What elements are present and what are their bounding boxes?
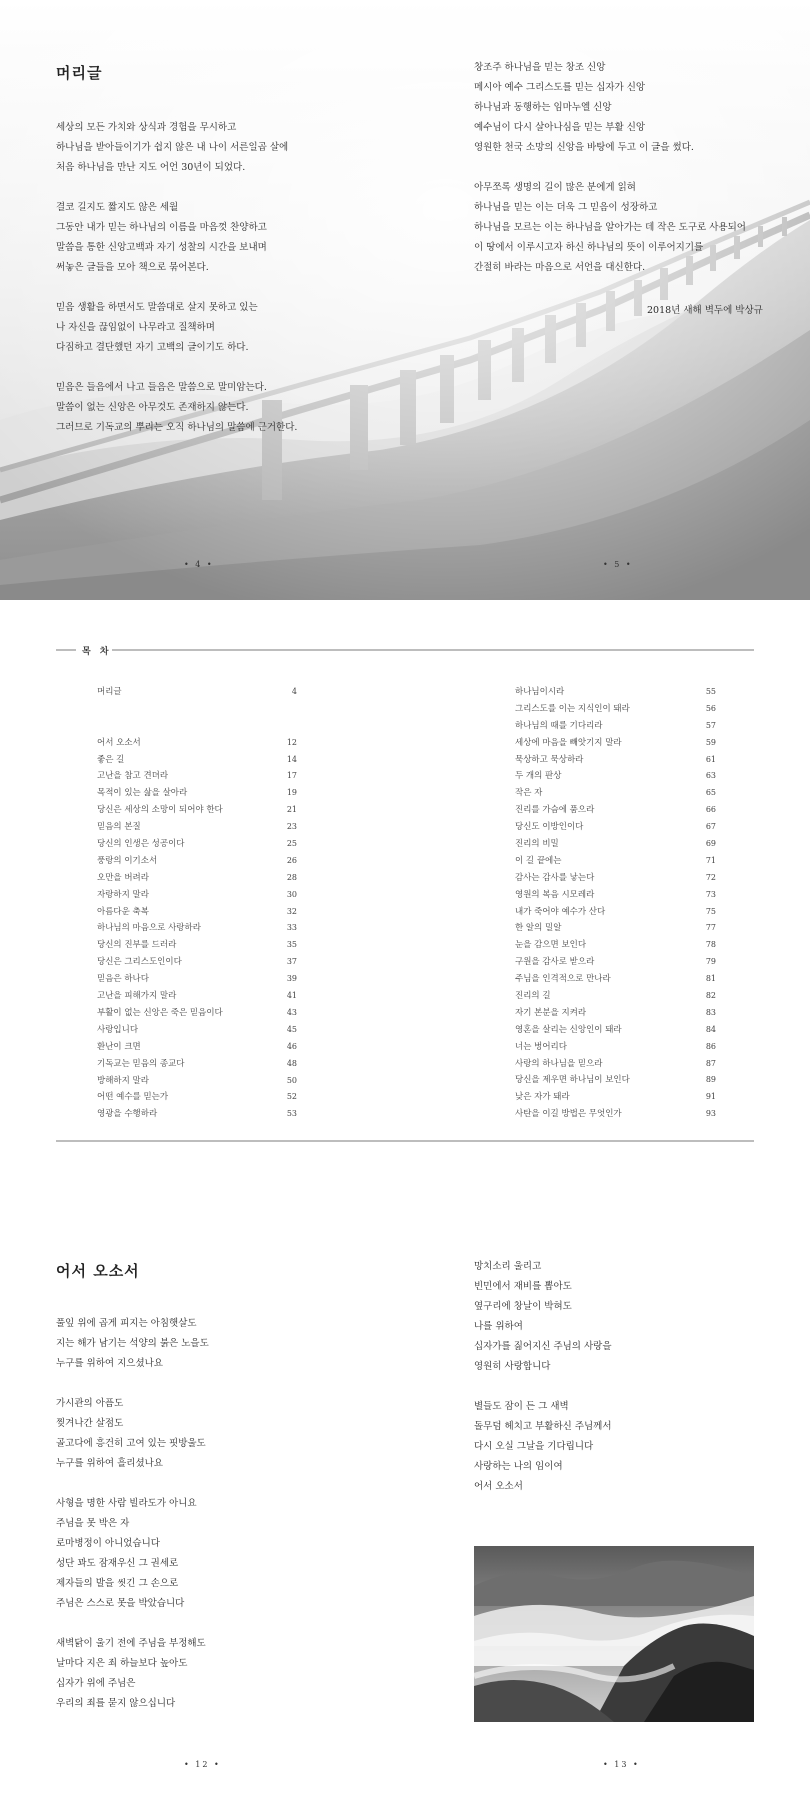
toc-entry[interactable] xyxy=(515,887,716,904)
preface-right-line: 예수님이 다시 살아나심을 믿는 부활 신앙 xyxy=(474,122,646,133)
poem-left-line: 주님을 못 박은 자 xyxy=(56,1518,130,1529)
toc-entry[interactable] xyxy=(515,988,716,1005)
preface-left-text xyxy=(56,118,297,458)
toc-entry[interactable] xyxy=(97,853,297,870)
poem-right-line: 망치소리 울리고 xyxy=(474,1261,542,1272)
toc-entry[interactable] xyxy=(515,954,716,971)
poem-left-paragraph xyxy=(56,1394,209,1474)
toc-entry[interactable] xyxy=(515,701,716,718)
preface-right-paragraph xyxy=(474,178,746,278)
toc-entry[interactable] xyxy=(97,1089,297,1106)
toc-entry-title: 자기 본분을 지켜라 xyxy=(515,1007,587,1018)
preface-spread xyxy=(0,0,810,600)
toc-entry[interactable] xyxy=(515,684,716,701)
toc-entry-title: 머리글 xyxy=(97,687,122,697)
preface-left-line: 하나님을 받아들이기가 쉽지 않은 내 나이 서른일곱 살에 xyxy=(56,142,289,153)
toc-entry-page: 79 xyxy=(705,957,716,967)
preface-left-line: 그동안 내가 믿는 하나님의 이름을 마음껏 찬양하고 xyxy=(56,222,267,233)
preface-left-line: 말씀이 없는 신앙은 아무것도 존재하지 않는다. xyxy=(56,402,249,413)
toc-entry-title: 구원을 감사로 받으라 xyxy=(515,957,595,968)
toc-entry[interactable] xyxy=(97,971,297,988)
toc-entry[interactable] xyxy=(97,1106,297,1123)
poem-right-line: 다시 오실 그날을 기다립니다 xyxy=(474,1441,594,1452)
poem-right-line: 영원히 사랑합니다 xyxy=(474,1361,551,1372)
toc-entry-title: 진리의 길 xyxy=(515,991,551,1002)
toc-entry[interactable] xyxy=(97,1039,297,1056)
toc-entry-page: 4 xyxy=(291,687,297,696)
toc-entry[interactable] xyxy=(97,954,297,971)
preface-right-line: 이 땅에서 이루시고자 하신 하나님의 뜻이 이루어지기를 xyxy=(474,242,704,253)
poem-left-paragraph xyxy=(56,1314,209,1374)
poem-title: 어서 오소서 xyxy=(56,1262,140,1280)
toc-entry-title: 작은 자 xyxy=(515,788,543,799)
poem-right-text xyxy=(474,1257,612,1517)
toc-entry-title: 세상에 마음을 빼앗기지 말라 xyxy=(515,737,622,748)
toc-entry-title: 어서 오소서 xyxy=(97,737,141,748)
toc-entry-page: 91 xyxy=(705,1092,716,1102)
poem-right-line: 십자가를 짊어지신 주님의 사랑을 xyxy=(474,1341,612,1352)
toc-entry-page: 37 xyxy=(286,957,297,967)
toc-entry[interactable] xyxy=(97,920,297,937)
toc-entry[interactable] xyxy=(515,768,716,785)
toc-entry[interactable] xyxy=(97,870,297,887)
toc-entry-title: 아름다운 축복 xyxy=(97,906,149,917)
toc-entry-page: 93 xyxy=(705,1109,716,1119)
toc-entry-title: 눈을 감으면 보인다 xyxy=(515,940,587,951)
toc-entry-page: 69 xyxy=(705,839,716,849)
toc-entry-page: 48 xyxy=(286,1058,297,1068)
toc-entry[interactable] xyxy=(97,937,297,954)
poem-left-line: 찢겨나간 살점도 xyxy=(56,1418,124,1429)
toc-entry-title: 영광을 수행하라 xyxy=(97,1109,158,1120)
toc-entry[interactable] xyxy=(97,802,297,819)
toc-entry[interactable] xyxy=(97,836,297,853)
poem-right-paragraph xyxy=(474,1397,612,1497)
toc-entry-page: 50 xyxy=(286,1075,297,1085)
poem-right-line: 빈민에서 재비를 뽑아도 xyxy=(474,1281,572,1292)
toc-entry-title: 당신은 세상의 소망이 되어야 한다 xyxy=(97,805,223,816)
toc-entry-page: 23 xyxy=(286,822,297,832)
preface-right-line: 간절히 바라는 마음으로 서언을 대신한다. xyxy=(474,262,646,273)
toc-entry-page: 83 xyxy=(705,1007,716,1017)
preface-right-text xyxy=(474,58,746,298)
poem-right-paragraph xyxy=(474,1257,612,1377)
preface-left-line: 말씀을 통한 신앙고백과 자기 성찰의 시간을 보내며 xyxy=(56,242,267,253)
preface-left-line: 결코 길지도 짧지도 않은 세월 xyxy=(56,202,179,213)
toc-entry[interactable] xyxy=(97,819,297,836)
toc-rule-left xyxy=(56,649,76,651)
toc-group-gap xyxy=(97,701,297,735)
poem-left-line: 로마병정이 아니었습니다 xyxy=(56,1538,160,1549)
toc-entry[interactable] xyxy=(515,819,716,836)
toc-entry-title: 믿음은 하나다 xyxy=(97,974,149,985)
toc-entry-title: 방해하지 말라 xyxy=(97,1075,149,1086)
toc-entry-page: 72 xyxy=(705,872,716,882)
poem-left-line: 지는 해가 남기는 석양의 붉은 노을도 xyxy=(56,1338,209,1349)
toc-entry-page: 52 xyxy=(286,1092,297,1102)
toc-entry[interactable] xyxy=(97,1022,297,1039)
toc-entry-page: 86 xyxy=(705,1041,716,1051)
toc-entry-page: 25 xyxy=(286,839,297,849)
toc-entry-page: 81 xyxy=(705,974,716,984)
toc-entry-title: 믿음의 본질 xyxy=(97,822,141,833)
toc-rule-right xyxy=(112,649,754,651)
toc-entry-page: 17 xyxy=(286,771,297,781)
toc-entry-page: 71 xyxy=(705,855,716,865)
toc-entry-title: 낮은 자가 돼라 xyxy=(515,1092,570,1103)
preface-right-line: 영원한 천국 소망의 신앙을 바탕에 두고 이 글을 썼다. xyxy=(474,142,694,153)
poem-left-line: 우리의 죄를 묻지 않으십니다 xyxy=(56,1698,176,1709)
preface-title: 머리글 xyxy=(56,64,103,82)
page-number-13: • 13 • xyxy=(603,1760,640,1769)
poem-left-line: 새벽닭이 울기 전에 주님을 부정해도 xyxy=(56,1638,206,1649)
toc-entry-title: 영원의 복음 시모레라 xyxy=(515,889,595,900)
toc-entry-title: 영혼을 살리는 신앙인이 돼라 xyxy=(515,1024,622,1035)
toc-entry-title: 당신의 진부를 드러라 xyxy=(97,940,177,951)
poem-left-line: 주님은 스스로 못을 박았습니다 xyxy=(56,1598,185,1609)
toc-entry-title: 고난을 참고 견뎌라 xyxy=(97,771,169,782)
page-number-4: • 4 • xyxy=(184,560,214,569)
poem-right-line: 별들도 잠이 든 그 새벽 xyxy=(474,1401,569,1412)
toc-entry[interactable] xyxy=(515,1022,716,1039)
toc-entry-title: 당신의 인생은 성공이다 xyxy=(97,839,185,850)
toc-entry-page: 26 xyxy=(286,855,297,865)
misty-mountain-photo xyxy=(474,1546,754,1722)
poem-left-line: 누구를 위하여 흘리셨나요 xyxy=(56,1458,163,1469)
preface-right-paragraph xyxy=(474,58,746,158)
preface-left-line: 처음 하나님을 만난 지도 어언 30년이 되었다. xyxy=(56,162,246,173)
poem-right-line: 옆구리에 창날이 박혀도 xyxy=(474,1301,572,1312)
toc-entry-title: 풍랑의 이기소서 xyxy=(97,855,158,866)
toc-entry-page: 14 xyxy=(286,754,297,764)
toc-entry[interactable] xyxy=(515,1106,716,1123)
preface-right-line: 하나님을 모르는 이는 하나님을 알아가는 데 작은 도구로 사용되어 xyxy=(474,222,746,233)
toc-entry-title: 진리의 비밀 xyxy=(515,839,559,850)
toc-entry-page: 55 xyxy=(705,687,716,696)
toc-entry[interactable] xyxy=(515,1089,716,1106)
toc-entry-title: 당신도 이방인이다 xyxy=(515,822,584,833)
page-number-5: • 5 • xyxy=(603,560,633,569)
toc-entry[interactable] xyxy=(515,735,716,752)
toc-entry-page: 73 xyxy=(705,889,716,899)
toc-entry-title: 오만을 버려라 xyxy=(97,872,149,883)
toc-entry-page: 28 xyxy=(286,872,297,882)
toc-entry[interactable] xyxy=(515,853,716,870)
toc-entry-title: 자랑하지 말라 xyxy=(97,889,149,900)
toc-entry[interactable] xyxy=(515,920,716,937)
toc-entry-page: 41 xyxy=(286,991,297,1001)
preface-left-line: 써놓은 글들을 모아 책으로 묶어본다. xyxy=(56,262,209,273)
toc-entry-page: 53 xyxy=(286,1109,297,1119)
preface-left-line: 나 자신을 끊임없이 나무라고 질책하며 xyxy=(56,322,215,333)
toc-entry-title: 환난이 크면 xyxy=(97,1041,141,1052)
poem-right-line: 나를 위하여 xyxy=(474,1321,523,1332)
toc-entry-page: 66 xyxy=(705,805,716,815)
toc-entry[interactable] xyxy=(97,1056,297,1073)
toc-entry-page: 82 xyxy=(705,991,716,1001)
toc-entry-title: 한 알의 밀알 xyxy=(515,923,562,934)
poem-left-line: 날마다 지은 죄 하늘보다 높아도 xyxy=(56,1658,188,1669)
toc-entry[interactable] xyxy=(97,904,297,921)
toc-entry-page: 61 xyxy=(705,754,716,764)
toc-entry-page: 56 xyxy=(705,703,716,713)
toc-entry-title: 기독교는 믿음의 종교다 xyxy=(97,1058,185,1069)
preface-left-paragraph xyxy=(56,118,297,178)
toc-entry[interactable] xyxy=(515,971,716,988)
toc-entry[interactable] xyxy=(97,768,297,785)
toc-entry-title: 감사는 감사를 낳는다 xyxy=(515,872,595,883)
preface-left-line: 그러므로 기독교의 뿌리는 오직 하나님의 말씀에 근거한다. xyxy=(56,422,298,433)
toc-entry-title: 진리를 가슴에 품으라 xyxy=(515,805,595,816)
toc-entry-page: 45 xyxy=(286,1024,297,1034)
toc-entry-title: 당신을 제우면 하나님이 보인다 xyxy=(515,1075,630,1086)
toc-entry-page: 59 xyxy=(705,737,716,747)
toc-entry-title: 하나님의 때를 기다리라 xyxy=(515,720,603,731)
preface-right-line: 창조주 하나님을 믿는 창조 신앙 xyxy=(474,62,606,73)
poem-left-line: 풀잎 위에 곱게 피지는 아침햇살도 xyxy=(56,1318,197,1329)
toc-entry-page: 65 xyxy=(705,788,716,798)
poem-left-line: 사형을 명한 사람 빌라도가 아니요 xyxy=(56,1498,197,1509)
toc-entry-title: 두 개의 판상 xyxy=(515,771,562,782)
toc-entry-title: 주님을 인격적으로 만나라 xyxy=(515,974,611,985)
toc-entry-title: 사랑의 하나님을 믿으라 xyxy=(515,1058,603,1069)
poem-right-line: 돌무덤 헤치고 부활하신 주님께서 xyxy=(474,1421,612,1432)
toc-entry-page: 39 xyxy=(286,974,297,984)
toc-entry-page: 46 xyxy=(286,1041,297,1051)
toc-entry-page: 43 xyxy=(286,1007,297,1017)
toc-entry[interactable] xyxy=(515,836,716,853)
toc-entry[interactable] xyxy=(97,785,297,802)
toc-entry[interactable] xyxy=(515,870,716,887)
toc-entry-page: 21 xyxy=(286,805,297,815)
toc-entry-page: 19 xyxy=(286,788,297,798)
toc-entry[interactable] xyxy=(515,1072,716,1089)
toc-entry[interactable] xyxy=(97,735,297,752)
toc-entry-title: 내가 죽어야 예수가 산다 xyxy=(515,906,606,917)
toc-entry[interactable] xyxy=(515,718,716,735)
poem-left-line: 십자가 위에 주님은 xyxy=(56,1678,136,1689)
toc-entry[interactable] xyxy=(515,937,716,954)
toc-entry[interactable] xyxy=(515,785,716,802)
poem-left-line: 제자들의 발을 씻긴 그 손으로 xyxy=(56,1578,179,1589)
preface-left-paragraph xyxy=(56,298,297,358)
preface-right-line: 하나님을 믿는 이는 더욱 그 믿음이 성장하고 xyxy=(474,202,658,213)
preface-left-line: 다짐하고 결단했던 자기 고백의 글이기도 하다. xyxy=(56,342,249,353)
toc-entry-page: 75 xyxy=(705,906,716,916)
poem-spread xyxy=(0,1240,810,1802)
toc-entry[interactable] xyxy=(97,988,297,1005)
toc-entry-page: 78 xyxy=(705,940,716,950)
toc-entry-title: 어떤 예수를 믿는가 xyxy=(97,1092,169,1103)
poem-left-line: 누구를 위하여 지으셨나요 xyxy=(56,1358,163,1369)
toc-entry[interactable] xyxy=(515,1039,716,1056)
preface-left-paragraph xyxy=(56,378,297,438)
toc-entry[interactable] xyxy=(515,1056,716,1073)
toc-entry-page: 63 xyxy=(705,771,716,781)
toc-entry-title: 사랑입니다 xyxy=(97,1024,139,1035)
toc-entry-title: 사탄을 이길 방법은 무엇인가 xyxy=(515,1109,622,1120)
toc-entry-page: 77 xyxy=(705,923,716,933)
preface-right-line: 하나님과 동행하는 임마누엘 신앙 xyxy=(474,102,612,113)
toc-entry[interactable] xyxy=(515,1005,716,1022)
poem-left-line: 가시관의 아픔도 xyxy=(56,1398,124,1409)
poem-left-paragraph xyxy=(56,1634,209,1714)
poem-left-line: 골고다에 흥건히 고여 있는 핏방울도 xyxy=(56,1438,206,1449)
toc-entry-page: 57 xyxy=(705,720,716,730)
poem-right-line: 사랑하는 나의 임이여 xyxy=(474,1461,563,1472)
toc-entry-page: 33 xyxy=(286,923,297,933)
toc-entry-title: 좋은 길 xyxy=(97,754,125,765)
preface-right-line: 메시아 예수 그리스도를 믿는 십자가 신앙 xyxy=(474,82,646,93)
toc-right-column xyxy=(515,684,716,1123)
toc-entry-title: 묵상하고 묵상하라 xyxy=(515,754,584,765)
toc-entry-page: 89 xyxy=(705,1075,716,1085)
toc-entry-title: 부활이 없는 신앙은 죽은 믿음이다 xyxy=(97,1007,223,1018)
toc-entry[interactable] xyxy=(515,752,716,769)
poem-left-line: 성단 꽈도 잠재우신 그 권세로 xyxy=(56,1558,179,1569)
toc-entry-title: 하나님의 마음으로 사랑하라 xyxy=(97,923,201,934)
toc-entry[interactable] xyxy=(97,1005,297,1022)
toc-entry-page: 32 xyxy=(286,906,297,916)
toc-entry[interactable] xyxy=(97,684,297,701)
toc-entry-title: 그리스도를 이는 지식인이 돼라 xyxy=(515,703,630,714)
table-of-contents xyxy=(0,630,810,1150)
toc-entry[interactable] xyxy=(97,887,297,904)
toc-entry[interactable] xyxy=(97,752,297,769)
preface-left-line: 세상의 모든 가치와 상식과 경험을 무시하고 xyxy=(56,122,237,133)
poem-right-line: 어서 오소서 xyxy=(474,1481,523,1492)
preface-left-line: 믿음은 들음에서 나고 들음은 말씀으로 말미암는다. xyxy=(56,382,267,393)
preface-left-line: 믿음 생활을 하면서도 말씀대로 살지 못하고 있는 xyxy=(56,302,258,313)
toc-label: 목 차 xyxy=(82,647,112,657)
preface-left-paragraph xyxy=(56,198,297,278)
toc-entry-title: 당신은 그리스도인이다 xyxy=(97,957,182,968)
toc-entry[interactable] xyxy=(515,802,716,819)
toc-entry-page: 84 xyxy=(705,1024,716,1034)
toc-entry-page: 87 xyxy=(705,1058,716,1068)
preface-signature: 2018년 새해 벽두에 박상규 xyxy=(647,305,763,316)
toc-left-column xyxy=(97,684,297,1123)
toc-entry-page: 30 xyxy=(286,889,297,899)
page-number-12: • 12 • xyxy=(184,1760,221,1769)
toc-entry-title: 이 길 끝에는 xyxy=(515,855,562,866)
toc-entry-title: 너는 벙어리다 xyxy=(515,1041,567,1052)
toc-rule-bottom xyxy=(56,1140,754,1142)
preface-right-line: 아무쪼록 생명의 길이 많은 분에게 읽혀 xyxy=(474,182,636,193)
poem-left-text xyxy=(56,1314,209,1734)
toc-entry[interactable] xyxy=(515,904,716,921)
toc-entry-page: 35 xyxy=(286,940,297,950)
poem-left-paragraph xyxy=(56,1494,209,1614)
toc-entry-title: 고난을 피해가지 말라 xyxy=(97,991,177,1002)
toc-entry[interactable] xyxy=(97,1073,297,1090)
toc-entry-page: 12 xyxy=(286,737,297,747)
toc-entry-title: 하나님이시라 xyxy=(515,687,565,697)
toc-entry-title: 목적이 있는 삶을 살아라 xyxy=(97,788,188,799)
toc-entry-page: 67 xyxy=(705,822,716,832)
